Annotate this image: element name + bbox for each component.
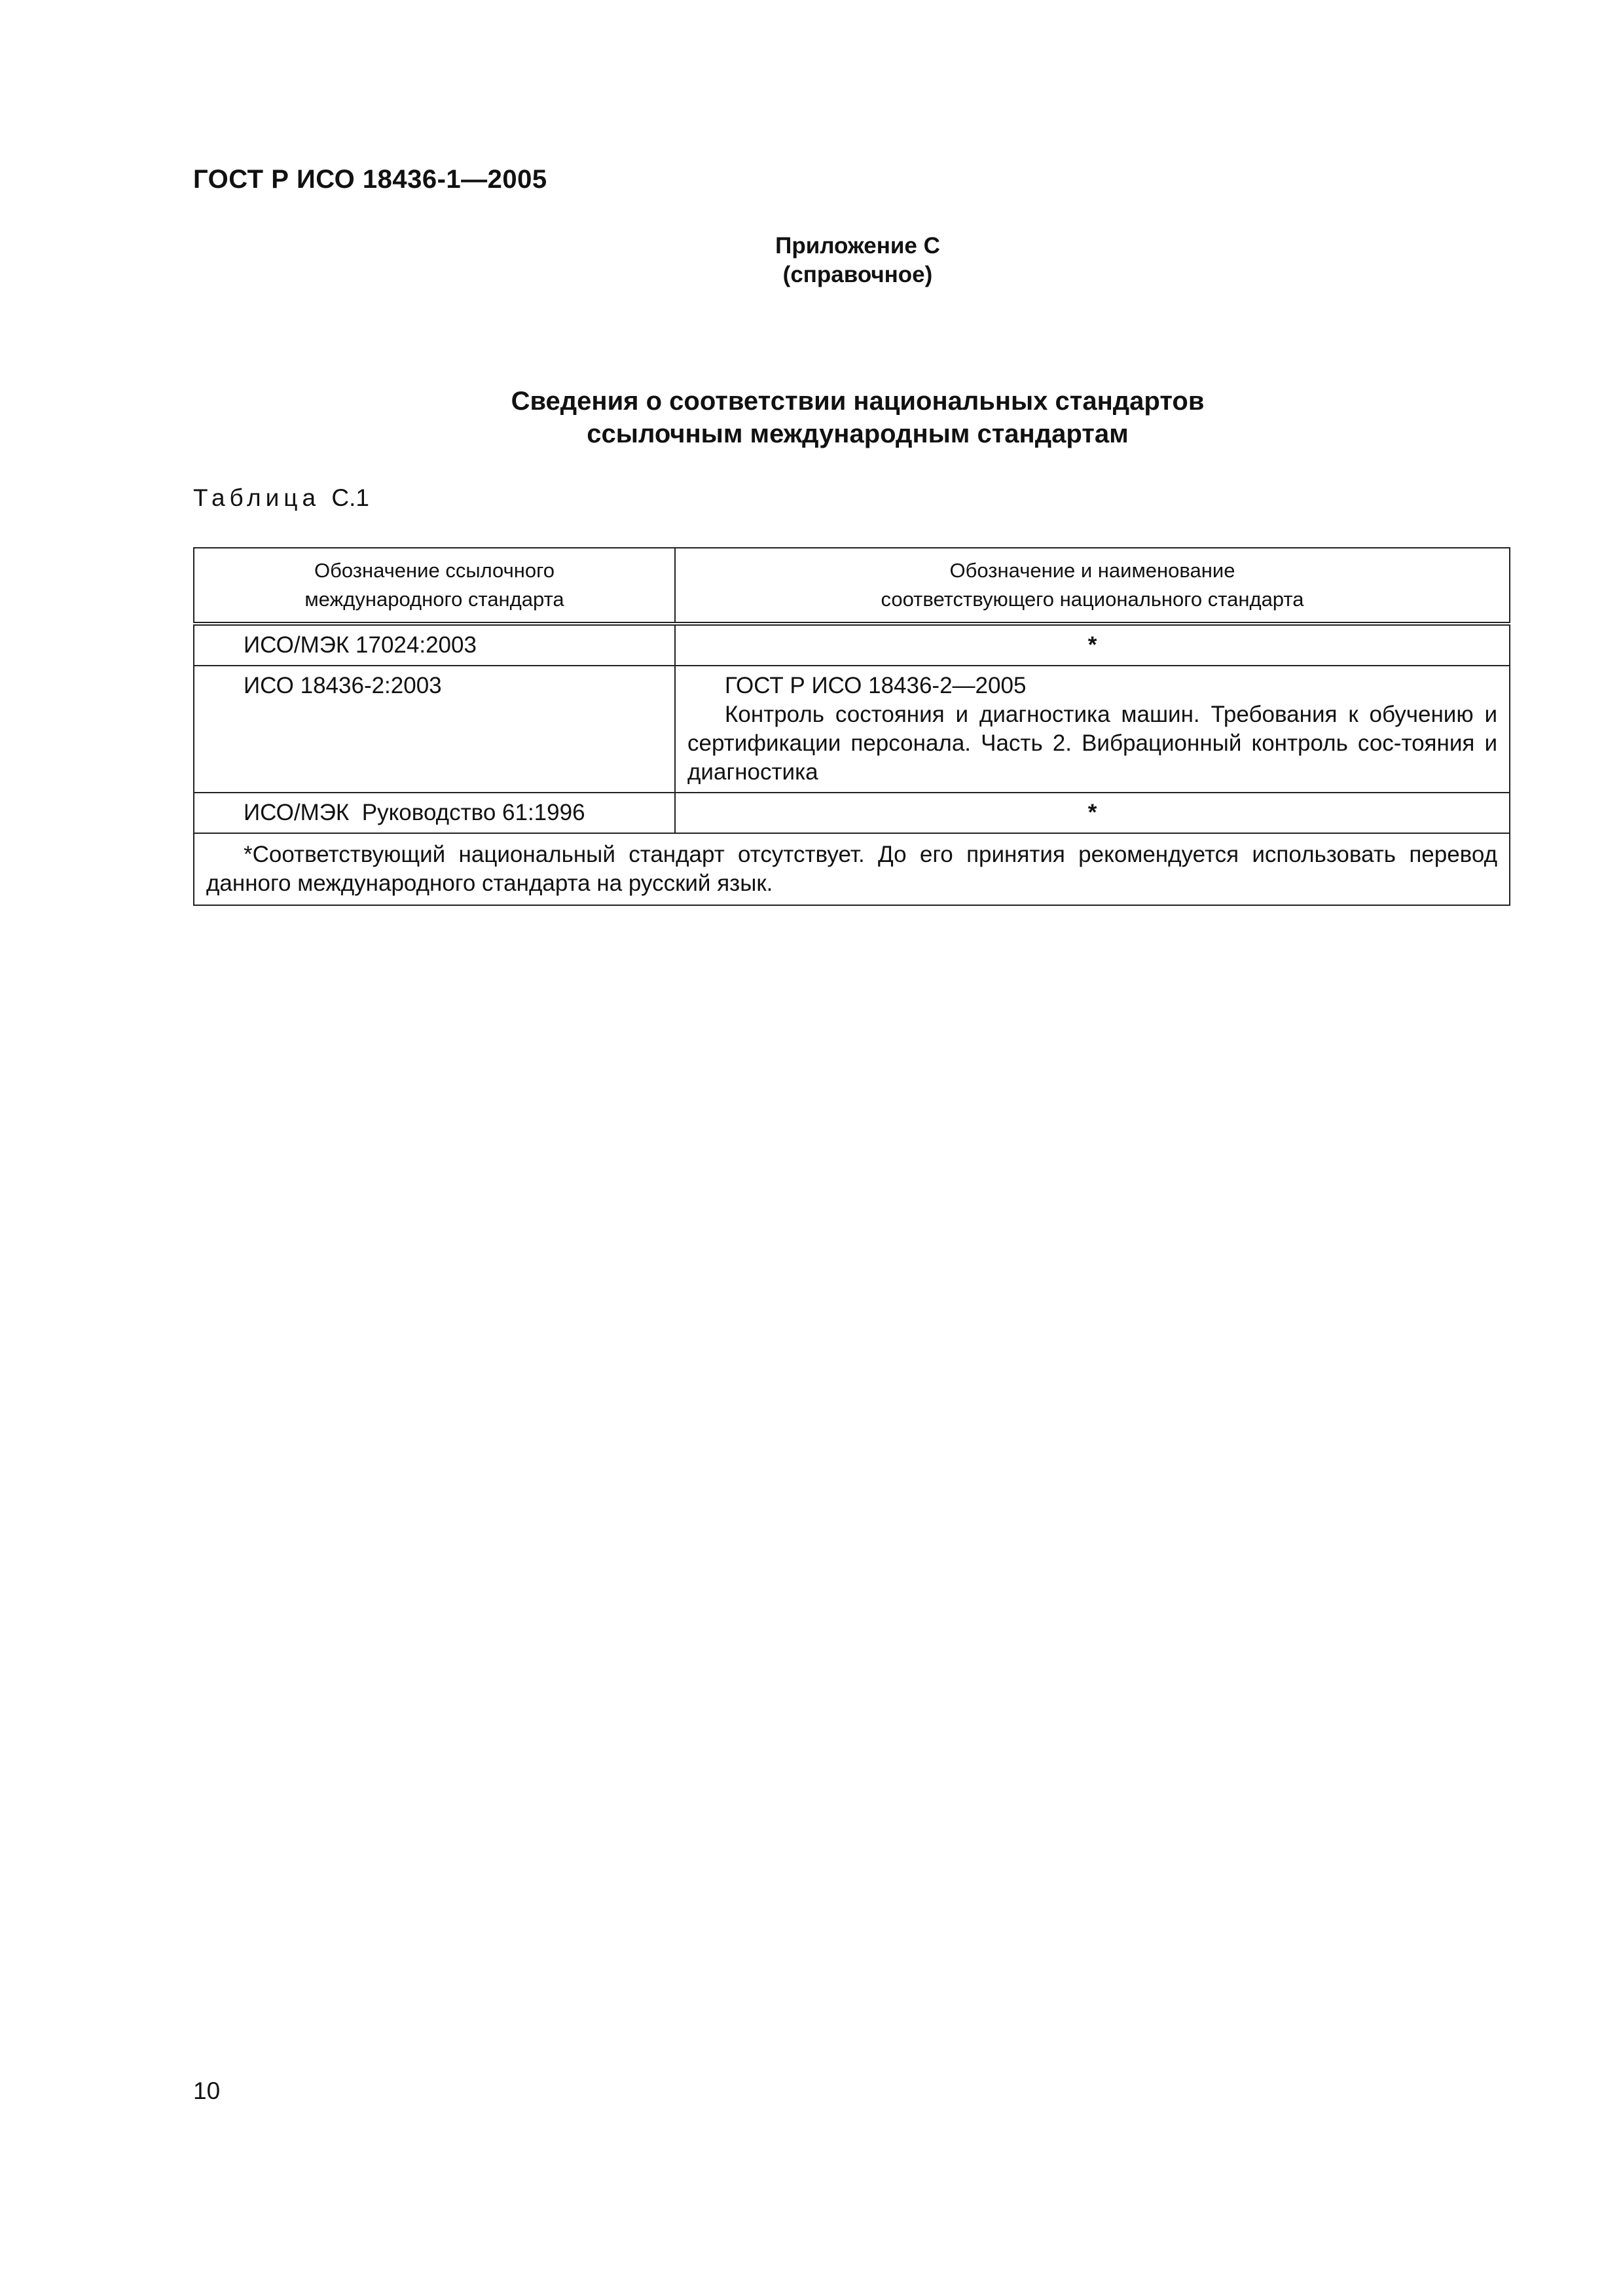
national-standard-cell: *	[675, 793, 1510, 833]
national-standard-name: Контроль состояния и диагностика машин. Требования к обучению и сертификации персонала. Часть 2. Вибрационный контроль сос-тояния и диагностика	[687, 702, 1497, 785]
header-cell-national	[675, 548, 1510, 624]
header-text: Обозначение и наименование	[949, 559, 1235, 582]
national-standard-cell: *	[675, 624, 1510, 666]
reference-standard-cell: ИСО/МЭК Руководство 61:1996	[194, 793, 675, 833]
footnote-text: *Соответствующий национальный стандарт отсутствует. До его принятия рекомендуется использовать перевод данного международного стандарта на русский язык.	[206, 842, 1497, 896]
national-standard-cell	[675, 666, 1510, 793]
table-row	[194, 624, 1510, 666]
table-row	[194, 793, 1510, 833]
table-footnote	[194, 833, 1510, 905]
correspondence-table	[193, 547, 1510, 906]
header-text: Обозначение ссылочного	[314, 559, 555, 582]
header-text: международного стандарта	[304, 588, 564, 611]
table-label	[193, 484, 369, 512]
section-title-line-1: Сведения о соответствии национальных стандартов	[511, 387, 1205, 416]
table-label-number: С.1	[331, 484, 369, 511]
reference-standard-cell: ИСО 18436-2:2003	[194, 666, 675, 793]
section-title	[367, 385, 1349, 450]
appendix-label: Приложение С	[775, 233, 940, 259]
table-header-row	[194, 548, 1510, 624]
header-cell-reference	[194, 548, 675, 624]
table-footnote-row	[194, 833, 1510, 905]
appendix-heading	[720, 232, 995, 289]
page-number: 10	[193, 2077, 221, 2104]
header-text: соответствующего национального стандарта	[881, 588, 1304, 611]
appendix-type: (справочное)	[782, 262, 933, 287]
national-standard-code: ГОСТ Р ИСО 18436-2—2005	[725, 673, 1027, 698]
table-label-word: Таблица	[193, 484, 321, 511]
table-row	[194, 666, 1510, 793]
section-title-line-2: ссылочным международным стандартам	[587, 420, 1129, 448]
document-code: ГОСТ Р ИСО 18436-1—2005	[193, 165, 547, 194]
reference-standard-cell: ИСО/МЭК 17024:2003	[194, 624, 675, 666]
